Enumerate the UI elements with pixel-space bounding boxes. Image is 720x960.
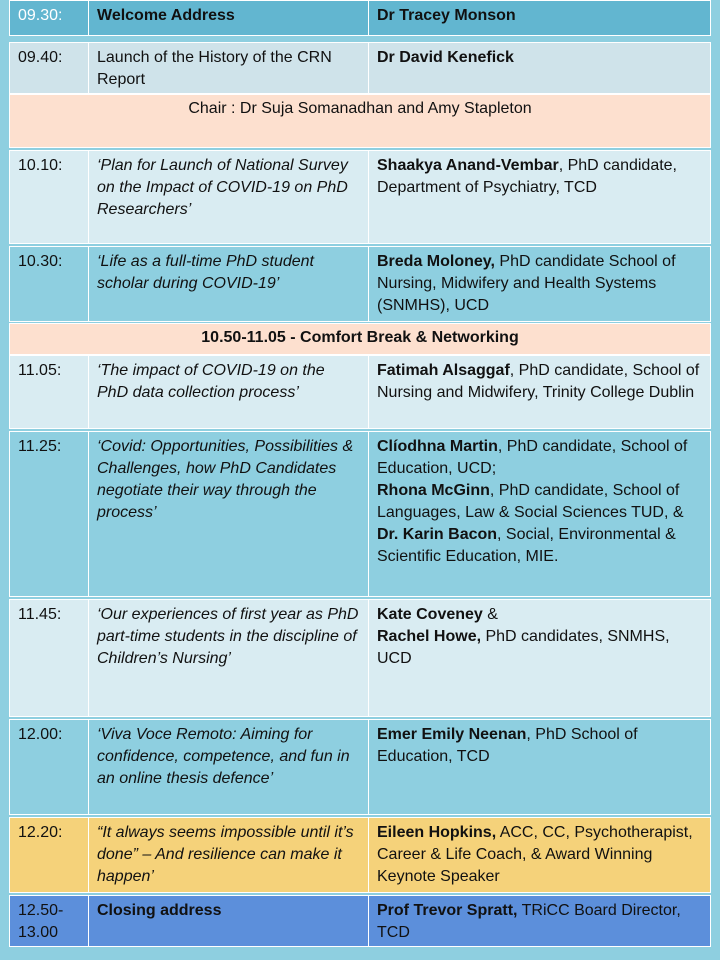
row-time: 12.20: — [10, 818, 89, 892]
programme-row-launch — [9, 42, 711, 94]
row-speaker: Dr Tracey Monson — [377, 7, 516, 24]
row-title: ‘The impact of COVID-19 on the PhD data collection process’ — [89, 356, 369, 428]
row-time: 11.05: — [10, 356, 89, 428]
row-time: 12.50-13.00 — [10, 896, 89, 946]
row-title: “It always seems impossible until it’s done” – And resilience can make it happen’ — [89, 818, 369, 892]
row-time: 12.00: — [10, 720, 89, 814]
programme-row — [9, 355, 711, 429]
programme-row-welcome — [9, 0, 711, 36]
row-title: ‘Plan for Launch of National Survey on the Impact of COVID-19 on PhD Researchers’ — [89, 151, 369, 243]
break-banner: 10.50-11.05 - Comfort Break & Networking — [9, 323, 711, 355]
chair-banner: Chair : Dr Suja Somanadhan and Amy Stapleton — [9, 94, 711, 148]
programme-row — [9, 719, 711, 815]
row-speaker: Fatimah Alsaggaf, PhD candidate, School of Nursing and Midwifery, Trinity College Dublin — [377, 362, 700, 401]
programme-row — [9, 599, 711, 717]
row-time: 09.30: — [10, 1, 89, 35]
row-title: ‘Life as a full-time PhD student scholar during COVID-19’ — [89, 247, 369, 321]
programme-row-closing — [9, 895, 711, 947]
row-title: ‘Viva Voce Remoto: Aiming for confidence, competence, and fun in an online thesis defence’ — [89, 720, 369, 814]
row-speaker: Prof Trevor Spratt, TRiCC Board Director, TCD — [377, 902, 681, 941]
row-speaker: Clíodhna Martin, PhD candidate, School of Education, UCD; Rhona McGinn, PhD candidate, School of Languages, Law & Social Sciences TUD, & Dr. Karin Bacon, Social, Environmental & Scientific Education, MIE. — [377, 438, 688, 565]
row-speaker: Dr David Kenefick — [377, 49, 514, 66]
programme-row — [9, 431, 711, 597]
row-time: 11.45: — [10, 600, 89, 716]
row-time: 10.10: — [10, 151, 89, 243]
programme-row — [9, 246, 711, 322]
row-time: 10.30: — [10, 247, 89, 321]
row-title: ‘Our experiences of first year as PhD part-time students in the discipline of Children’s Nursing’ — [89, 600, 369, 716]
row-title: ‘Covid: Opportunities, Possibilities & Challenges, how PhD Candidates negotiate their way through the process’ — [89, 432, 369, 596]
row-speaker: Shaakya Anand-Vembar, PhD candidate, Department of Psychiatry, TCD — [377, 157, 677, 196]
row-time: 09.40: — [10, 43, 89, 93]
row-speaker: Eileen Hopkins, ACC, CC, Psychotherapist, Career & Life Coach, & Award Winning Keynote Speaker — [377, 824, 693, 885]
row-title: Welcome Address — [89, 1, 369, 35]
row-speaker: Emer Emily Neenan, PhD School of Education, TCD — [377, 726, 638, 765]
programme-row — [9, 150, 711, 244]
row-speaker: Breda Moloney, PhD candidate School of Nursing, Midwifery and Health Systems (SNMHS), UCD — [377, 253, 676, 314]
row-title: Closing address — [89, 896, 369, 946]
row-time: 11.25: — [10, 432, 89, 596]
row-title: Launch of the History of the CRN Report — [89, 43, 369, 93]
row-speaker: Kate Coveney & Rachel Howe, PhD candidates, SNMHS, UCD — [377, 606, 670, 667]
programme-row-keynote — [9, 817, 711, 893]
